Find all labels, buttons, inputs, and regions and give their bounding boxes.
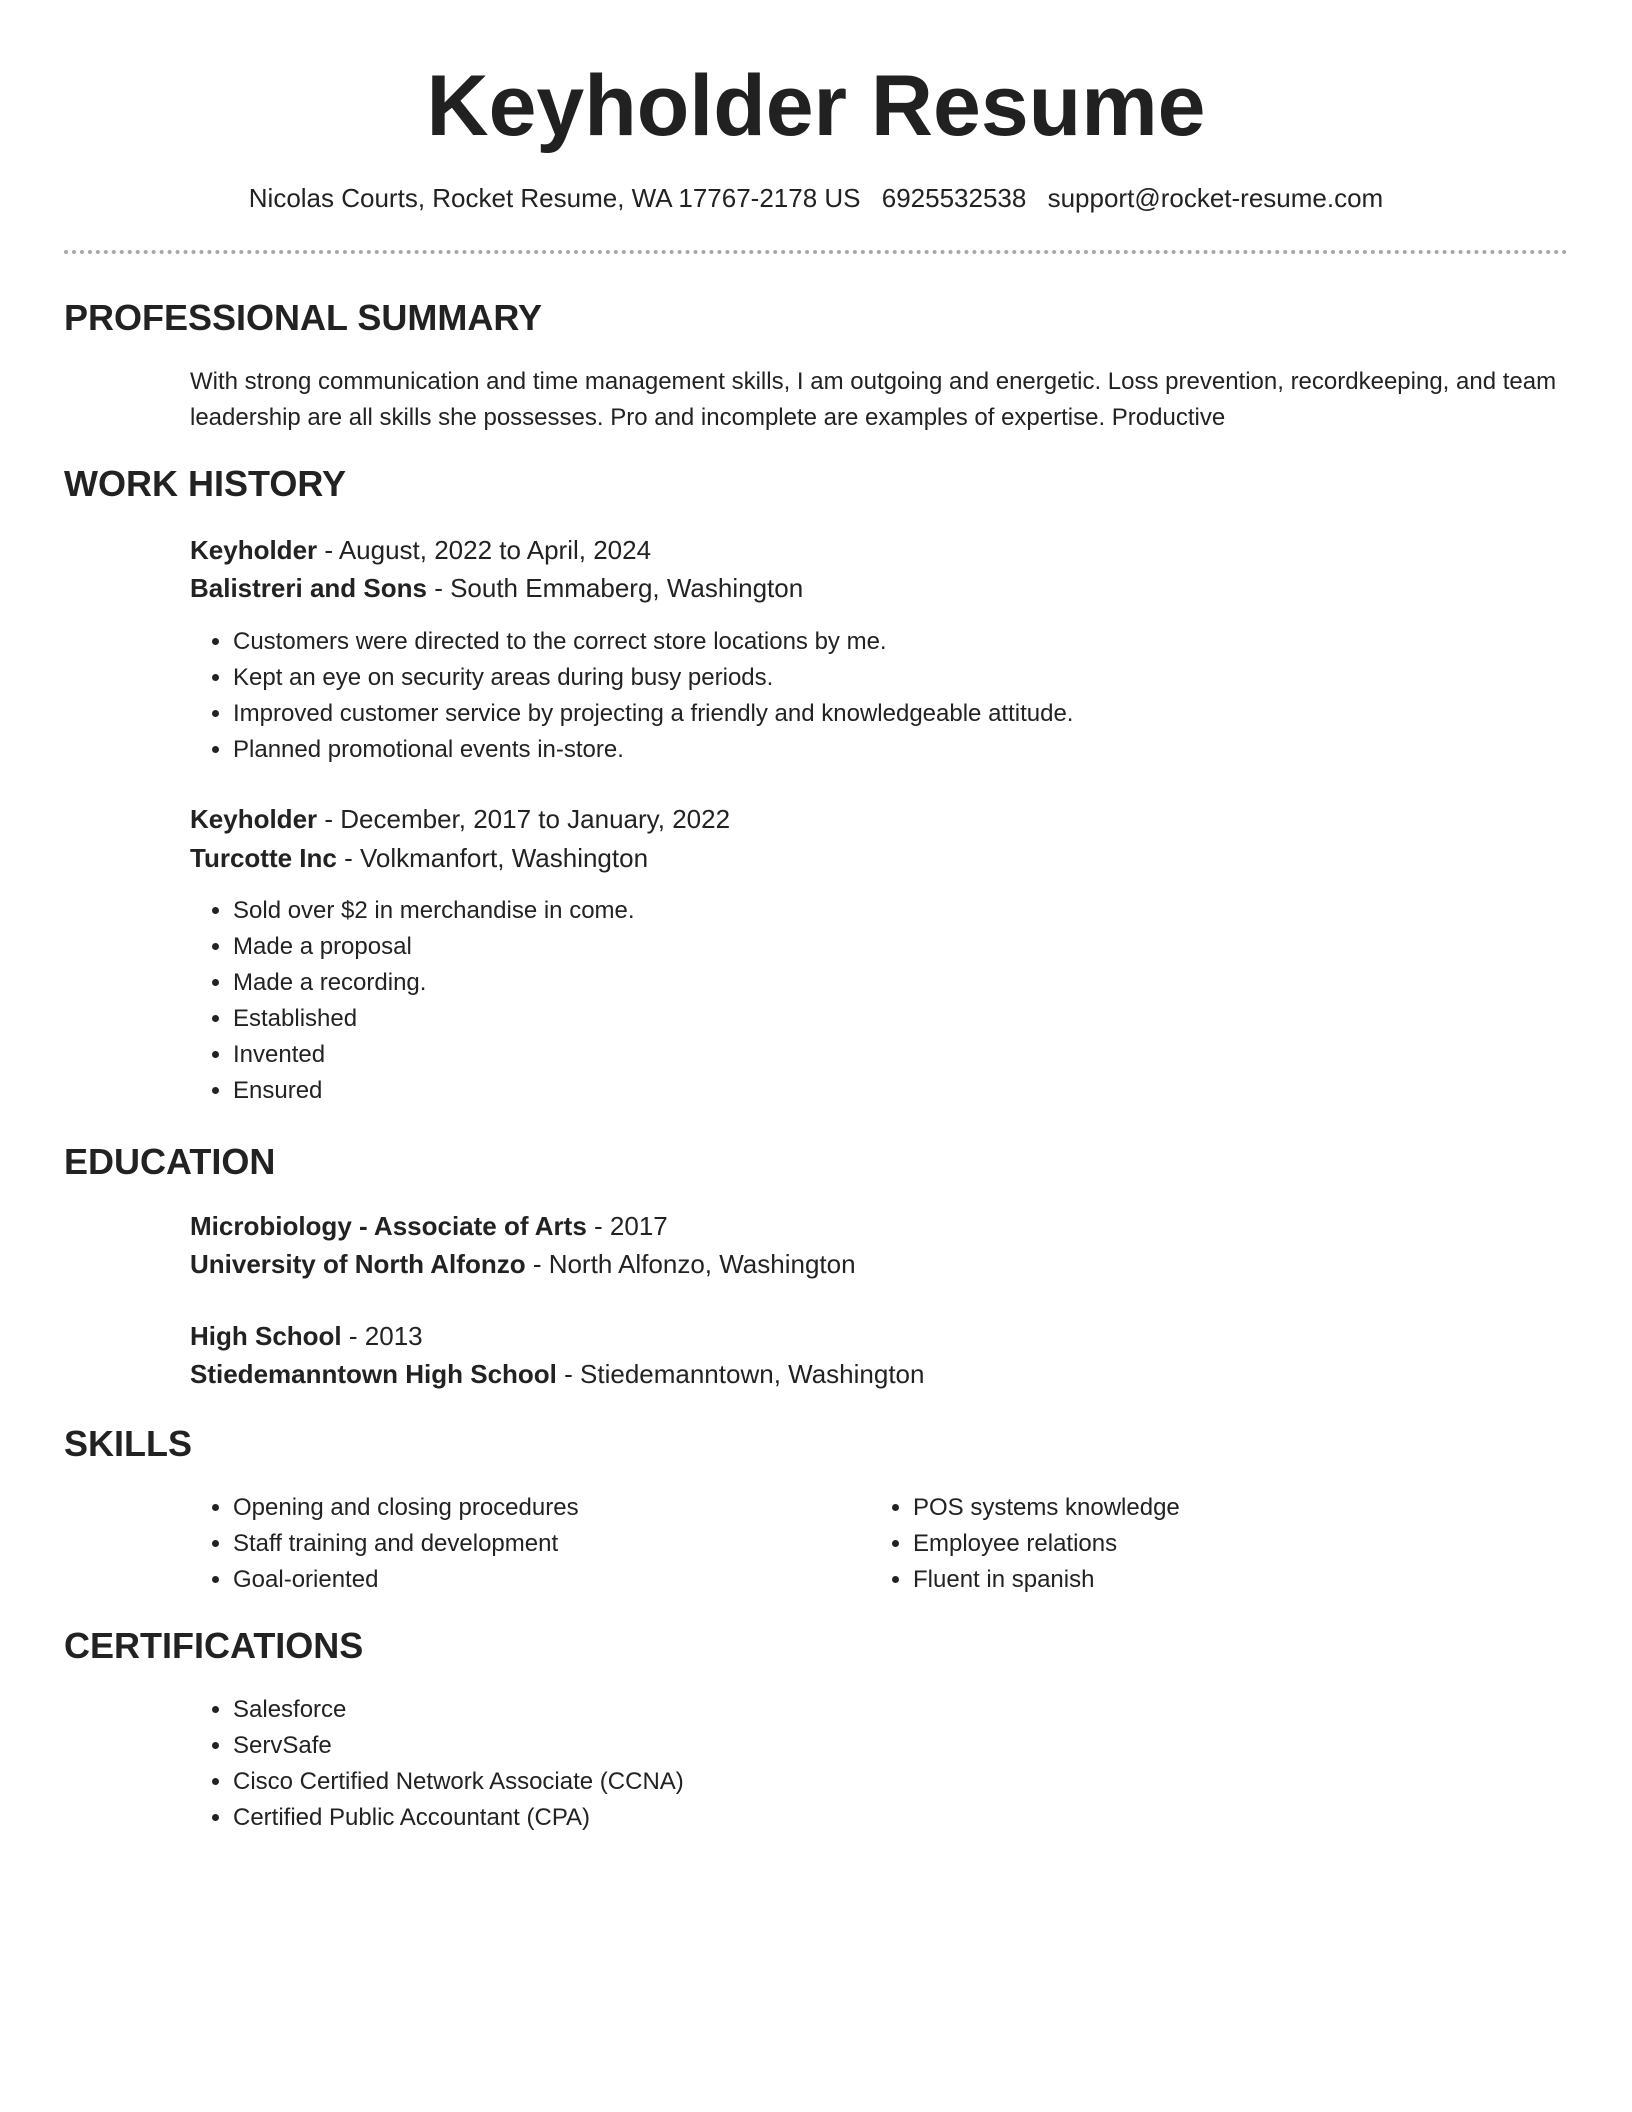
edu-1-location: - North Alfonzo, Washington [525, 1249, 856, 1279]
list-item: • Salesforce [233, 1692, 684, 1728]
list-item: • Made a recording. [233, 965, 635, 1001]
job-1-company: Balistreri and Sons [190, 573, 427, 603]
edu-1-school-line [190, 1246, 856, 1282]
list-item: • Cisco Certified Network Associate (CCNA) [233, 1764, 684, 1800]
list-item: • Goal-oriented [233, 1562, 579, 1598]
resume-title: Keyholder Resume [426, 58, 1206, 154]
edu-1-year: - 2017 [586, 1211, 668, 1241]
skills-right-list [870, 1490, 1180, 1598]
list-item: • Invented [233, 1037, 635, 1073]
list-item: • Certified Public Accountant (CPA) [233, 1800, 684, 1836]
edu-2-degree-line [190, 1318, 423, 1354]
section-title-summary: PROFESSIONAL SUMMARY [64, 297, 543, 338]
job-1-bullets [190, 624, 1073, 768]
job-1-role: Keyholder [190, 535, 318, 565]
list-item: • Improved customer service by projecting a friendly and knowledgeable attitude. [233, 696, 1073, 732]
list-item: • ServSafe [233, 1728, 684, 1764]
edu-1-school: University of North Alfonzo [190, 1249, 526, 1279]
list-item: • Ensured [233, 1073, 635, 1109]
edu-2-year: - 2013 [341, 1321, 423, 1351]
list-item: • Staff training and development [233, 1526, 579, 1562]
summary-text: With strong communication and time management skills, I am outgoing and energetic. Loss prevention, recordkeeping, and team leadership are all skills she possesses. Pro and incomplete are examples of expertise. Productive [190, 368, 1557, 431]
job-1-role-line [190, 532, 651, 568]
edu-2-degree: High School [190, 1321, 342, 1351]
section-title-certifications: CERTIFICATIONS [64, 1625, 364, 1666]
list-item: • Employee relations [913, 1526, 1180, 1562]
job-2-location: - Volkmanfort, Washington [336, 843, 649, 873]
contact-address: Nicolas Courts, Rocket Resume, WA 17767-2178 US [248, 183, 861, 213]
job-2-company-line [190, 840, 648, 876]
job-1-company-line [190, 570, 803, 606]
contact-phone: 6925532538 [881, 183, 1027, 213]
list-item: • Planned promotional events in-store. [233, 732, 1073, 768]
list-item: • Made a proposal [233, 929, 635, 965]
edu-1-degree: Microbiology - Associate of Arts [190, 1211, 587, 1241]
edu-2-school: Stiedemanntown High School [190, 1359, 557, 1389]
job-2-company: Turcotte Inc [190, 843, 337, 873]
job-1-location: - South Emmaberg, Washington [426, 573, 804, 603]
section-title-skills: SKILLS [64, 1423, 193, 1464]
job-2-role-line [190, 801, 730, 837]
list-item: • Fluent in spanish [913, 1562, 1180, 1598]
contact-email: support@rocket-resume.com [1047, 183, 1384, 213]
list-item: • Kept an eye on security areas during busy periods. [233, 660, 1073, 696]
job-2-role: Keyholder [190, 804, 318, 834]
list-item: • Sold over $2 in merchandise in come. [233, 893, 635, 929]
section-title-work-history: WORK HISTORY [64, 463, 347, 504]
edu-1-degree-line [190, 1208, 668, 1244]
skills-left-list [190, 1490, 579, 1598]
header-divider [64, 250, 1568, 254]
edu-2-location: - Stiedemanntown, Washington [556, 1359, 925, 1389]
list-item: • Opening and closing procedures [233, 1490, 579, 1526]
section-title-education: EDUCATION [64, 1141, 276, 1182]
list-item: • POS systems knowledge [913, 1490, 1180, 1526]
certifications-list [190, 1692, 684, 1836]
job-2-bullets [190, 893, 635, 1109]
job-1-dates: - August, 2022 to April, 2024 [317, 535, 652, 565]
contact-line [0, 180, 1632, 216]
edu-2-school-line [190, 1356, 924, 1392]
job-2-dates: - December, 2017 to January, 2022 [317, 804, 731, 834]
list-item: • Established [233, 1001, 635, 1037]
list-item: • Customers were directed to the correct store locations by me. [233, 624, 1073, 660]
